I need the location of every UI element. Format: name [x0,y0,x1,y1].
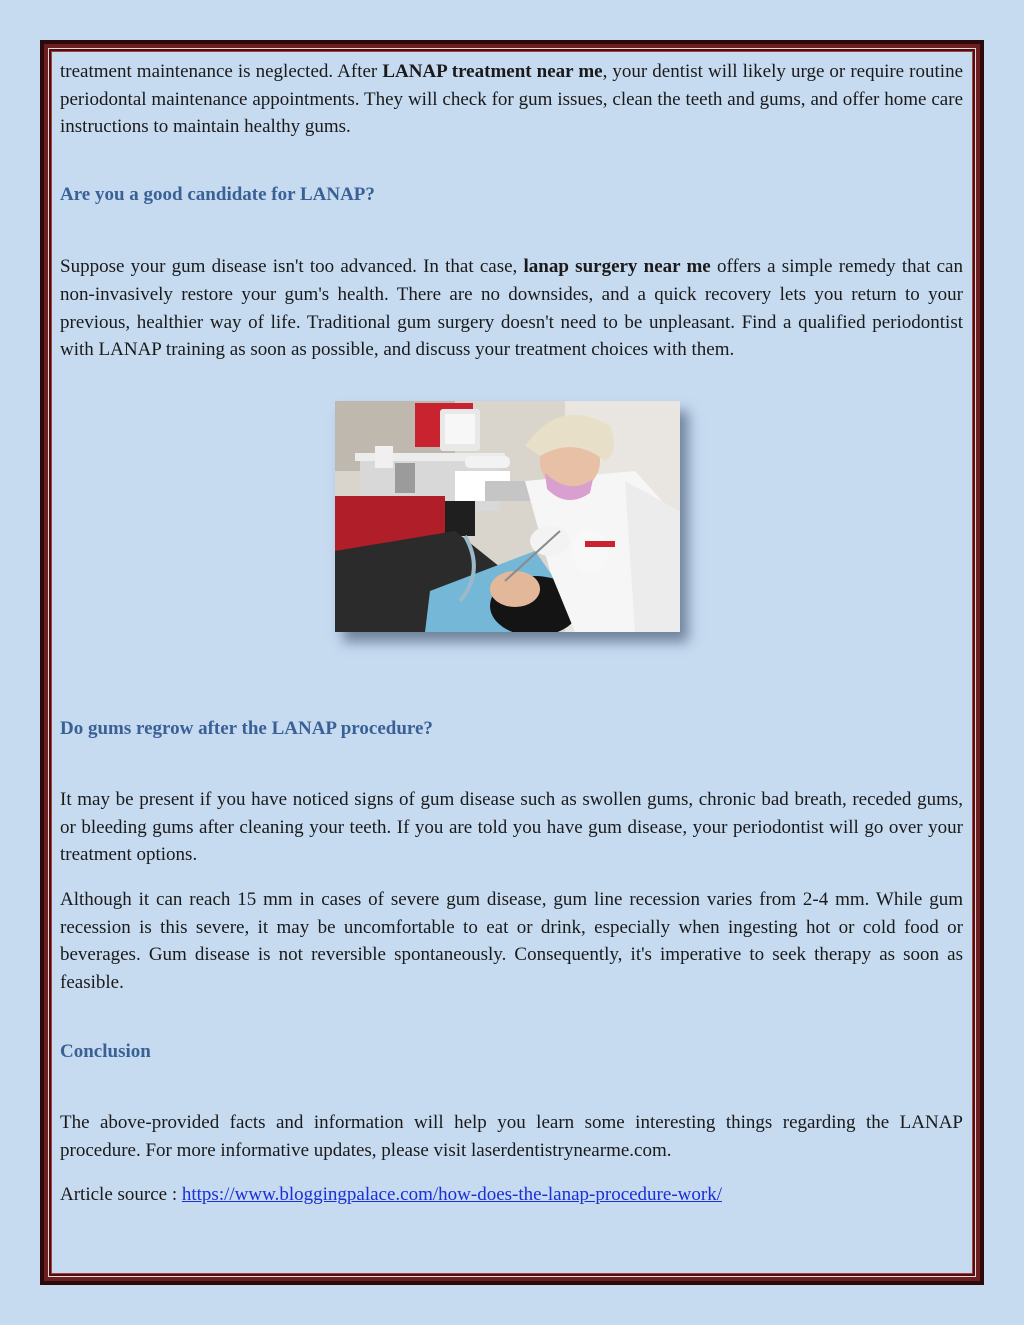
paragraph-conclusion: The above-provided facts and information will help you learn some interesting things regarding the LANAP procedure. For more informative updates, please visit laserdentistrynearme.com. [60,1111,963,1161]
paragraph-candidate: Suppose your gum disease isn't too advanced. In that case, lanap surgery near me offers a simple remedy that can non-invasively restore your gum's health. There are no downsides, and a quick recovery lets you return to your previous, healthier way of life. Traditional gum surgery doesn't need to be unpleasant. Find a qualified periodontist with LANAP training as soon as possible, and discuss your treatment choices with them. [60,256,963,361]
heading-good-candidate: Are you a good candidate for LANAP? [60,184,375,206]
article-source-label: Article source : [60,1184,182,1206]
paragraph-maintenance: treatment maintenance is neglected. After LANAP treatment near me, your dentist will likely urge or require routine periodontal maintenance appointments. They will check for gum issues, clean the teeth and gums, and offer home care instructions to maintain healthy gums. [60,61,963,138]
article-body [60,58,963,1209]
heading-conclusion: Conclusion [60,1040,151,1062]
article-source-link[interactable]: https://www.bloggingpalace.com/how-does-the-lanap-procedure-work/ [181,1184,722,1206]
paragraph-gum-signs: It may be present if you have noticed signs of gum disease such as swollen gums, chronic bad breath, receded gums, or bleeding gums after cleaning your teeth. If you are told you have gum disease, your periodontist will go over your treatment options. [60,788,963,866]
keyword-lanap-treatment: LANAP treatment near me [382,61,603,82]
heading-gums-regrow: Do gums regrow after the LANAP procedure? [60,717,433,739]
article-source [60,1181,963,1209]
paragraph-gum-recession: Although it can reach 15 mm in cases of severe gum disease, gum line recession varies from 2-4 mm. While gum recession is this severe, it may be uncomfortable to eat or drink, especially when ingesting hot or cold food or beverages. Gum disease is not reversible spontaneously. Consequently, it's imperative to seek therapy as soon as feasible. [60,889,963,994]
dental-procedure-photo [335,401,680,632]
keyword-lanap-surgery: lanap surgery near me [523,256,711,278]
